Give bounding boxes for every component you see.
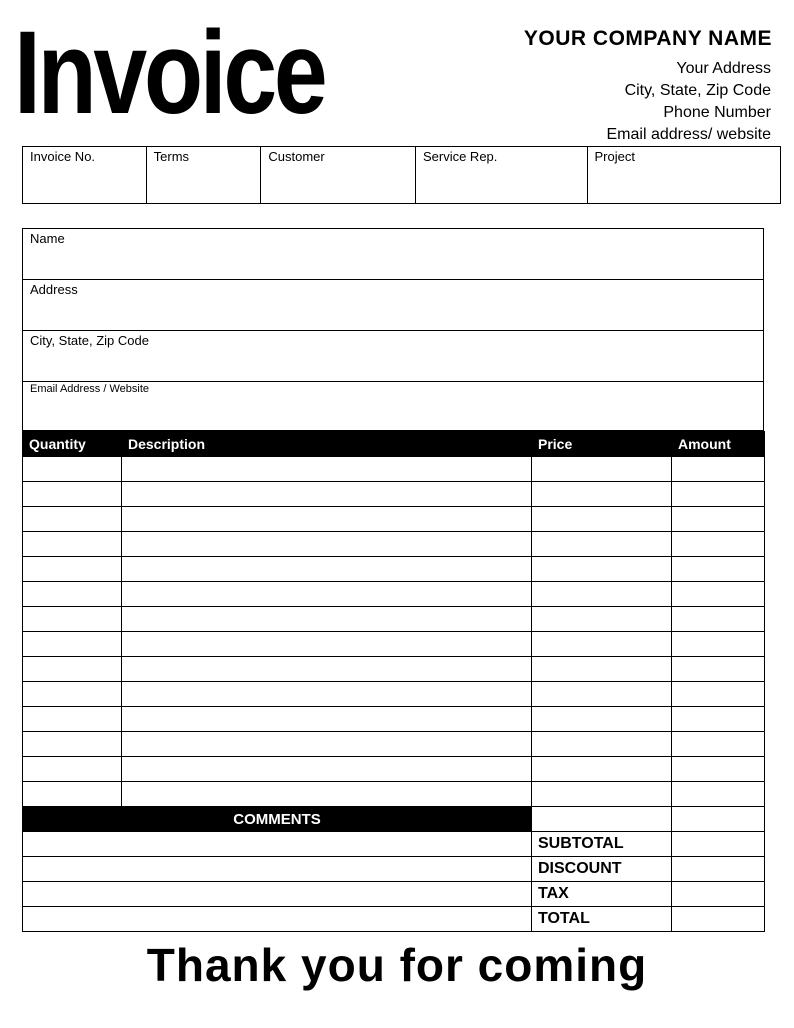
table-row	[23, 482, 765, 507]
description-cell[interactable]	[122, 732, 532, 757]
quantity-cell[interactable]	[23, 582, 122, 607]
column-header-price: Price	[532, 432, 672, 457]
invoice-number-field[interactable]: Invoice No.	[23, 147, 147, 203]
table-row	[23, 457, 765, 482]
amount-cell[interactable]	[672, 732, 765, 757]
total-value[interactable]	[672, 907, 765, 932]
amount-cell[interactable]	[672, 482, 765, 507]
terms-field[interactable]: Terms	[147, 147, 262, 203]
comment-line[interactable]	[23, 882, 532, 907]
price-cell[interactable]	[532, 707, 672, 732]
description-cell[interactable]	[122, 657, 532, 682]
price-cell[interactable]	[532, 732, 672, 757]
quantity-cell[interactable]	[23, 782, 122, 807]
table-row	[23, 732, 765, 757]
subtotal-label: SUBTOTAL	[532, 832, 672, 857]
discount-label: DISCOUNT	[532, 857, 672, 882]
description-cell[interactable]	[122, 757, 532, 782]
amount-cell[interactable]	[672, 532, 765, 557]
description-cell[interactable]	[122, 532, 532, 557]
discount-value[interactable]	[672, 857, 765, 882]
tax-label: TAX	[532, 882, 672, 907]
quantity-cell[interactable]	[23, 557, 122, 582]
table-row	[23, 657, 765, 682]
totals-blank-amount[interactable]	[672, 807, 765, 832]
price-cell[interactable]	[532, 582, 672, 607]
table-row	[23, 532, 765, 557]
table-row	[23, 757, 765, 782]
price-cell[interactable]	[532, 757, 672, 782]
thank-you-message: Thank you for coming	[146, 939, 648, 991]
column-header-quantity: Quantity	[23, 432, 122, 457]
quantity-cell[interactable]	[23, 532, 122, 557]
table-row	[23, 557, 765, 582]
total-label: TOTAL	[532, 907, 672, 932]
quantity-cell[interactable]	[23, 707, 122, 732]
quantity-cell[interactable]	[23, 482, 122, 507]
customer-field[interactable]: Customer	[261, 147, 416, 203]
description-cell[interactable]	[122, 457, 532, 482]
amount-cell[interactable]	[672, 507, 765, 532]
table-row	[23, 682, 765, 707]
price-cell[interactable]	[532, 632, 672, 657]
quantity-cell[interactable]	[23, 732, 122, 757]
quantity-cell[interactable]	[23, 632, 122, 657]
customer-city-state-zip-field[interactable]: City, State, Zip Code	[23, 331, 763, 382]
items-table	[22, 431, 765, 807]
company-phone: Phone Number	[663, 104, 771, 121]
comments-header: COMMENTS	[23, 807, 532, 832]
amount-cell[interactable]	[672, 707, 765, 732]
invoice-info-table	[22, 146, 781, 204]
totals-blank-cell[interactable]	[532, 807, 672, 832]
amount-cell[interactable]	[672, 457, 765, 482]
price-cell[interactable]	[532, 557, 672, 582]
price-cell[interactable]	[532, 682, 672, 707]
quantity-cell[interactable]	[23, 757, 122, 782]
amount-cell[interactable]	[672, 757, 765, 782]
table-row	[23, 782, 765, 807]
items-header-row	[23, 432, 765, 457]
totals-table	[22, 806, 765, 932]
description-cell[interactable]	[122, 707, 532, 732]
description-cell[interactable]	[122, 557, 532, 582]
comment-line[interactable]	[23, 857, 532, 882]
table-row	[23, 632, 765, 657]
price-cell[interactable]	[532, 657, 672, 682]
description-cell[interactable]	[122, 632, 532, 657]
description-cell[interactable]	[122, 482, 532, 507]
customer-email-website-field[interactable]: Email Address / Website	[30, 383, 150, 395]
amount-cell[interactable]	[672, 607, 765, 632]
description-cell[interactable]	[122, 582, 532, 607]
price-cell[interactable]	[532, 482, 672, 507]
quantity-cell[interactable]	[23, 457, 122, 482]
customer-details	[22, 228, 764, 431]
price-cell[interactable]	[532, 532, 672, 557]
table-row	[23, 582, 765, 607]
column-header-description: Description	[122, 432, 532, 457]
company-address: Your Address	[676, 60, 771, 77]
table-row	[23, 507, 765, 532]
column-header-amount: Amount	[672, 432, 765, 457]
page-title: Invoice	[14, 7, 325, 139]
tax-value[interactable]	[672, 882, 765, 907]
table-row	[23, 607, 765, 632]
quantity-cell[interactable]	[23, 507, 122, 532]
price-cell[interactable]	[532, 507, 672, 532]
quantity-cell[interactable]	[23, 682, 122, 707]
project-field[interactable]: Project	[594, 149, 635, 164]
company-name: YOUR COMPANY NAME	[523, 27, 772, 50]
quantity-cell[interactable]	[23, 607, 122, 632]
quantity-cell[interactable]	[23, 657, 122, 682]
price-cell[interactable]	[532, 607, 672, 632]
company-email-website: Email address/ website	[606, 126, 771, 143]
price-cell[interactable]	[532, 457, 672, 482]
company-city-state-zip: City, State, Zip Code	[624, 82, 771, 99]
amount-cell[interactable]	[672, 782, 765, 807]
amount-cell[interactable]	[672, 657, 765, 682]
amount-cell[interactable]	[672, 682, 765, 707]
customer-name-field[interactable]: Name	[23, 229, 763, 280]
items-body	[23, 457, 765, 807]
comment-line[interactable]	[23, 907, 532, 932]
amount-cell[interactable]	[672, 632, 765, 657]
amount-cell[interactable]	[672, 557, 765, 582]
subtotal-value[interactable]	[672, 832, 765, 857]
description-cell[interactable]	[122, 607, 532, 632]
service-rep-field[interactable]: Service Rep.	[416, 147, 588, 203]
table-row	[23, 707, 765, 732]
price-cell[interactable]	[532, 782, 672, 807]
amount-cell[interactable]	[672, 582, 765, 607]
description-cell[interactable]	[122, 507, 532, 532]
comment-line[interactable]	[23, 832, 532, 857]
customer-address-field[interactable]: Address	[23, 280, 763, 331]
description-cell[interactable]	[122, 782, 532, 807]
description-cell[interactable]	[122, 682, 532, 707]
